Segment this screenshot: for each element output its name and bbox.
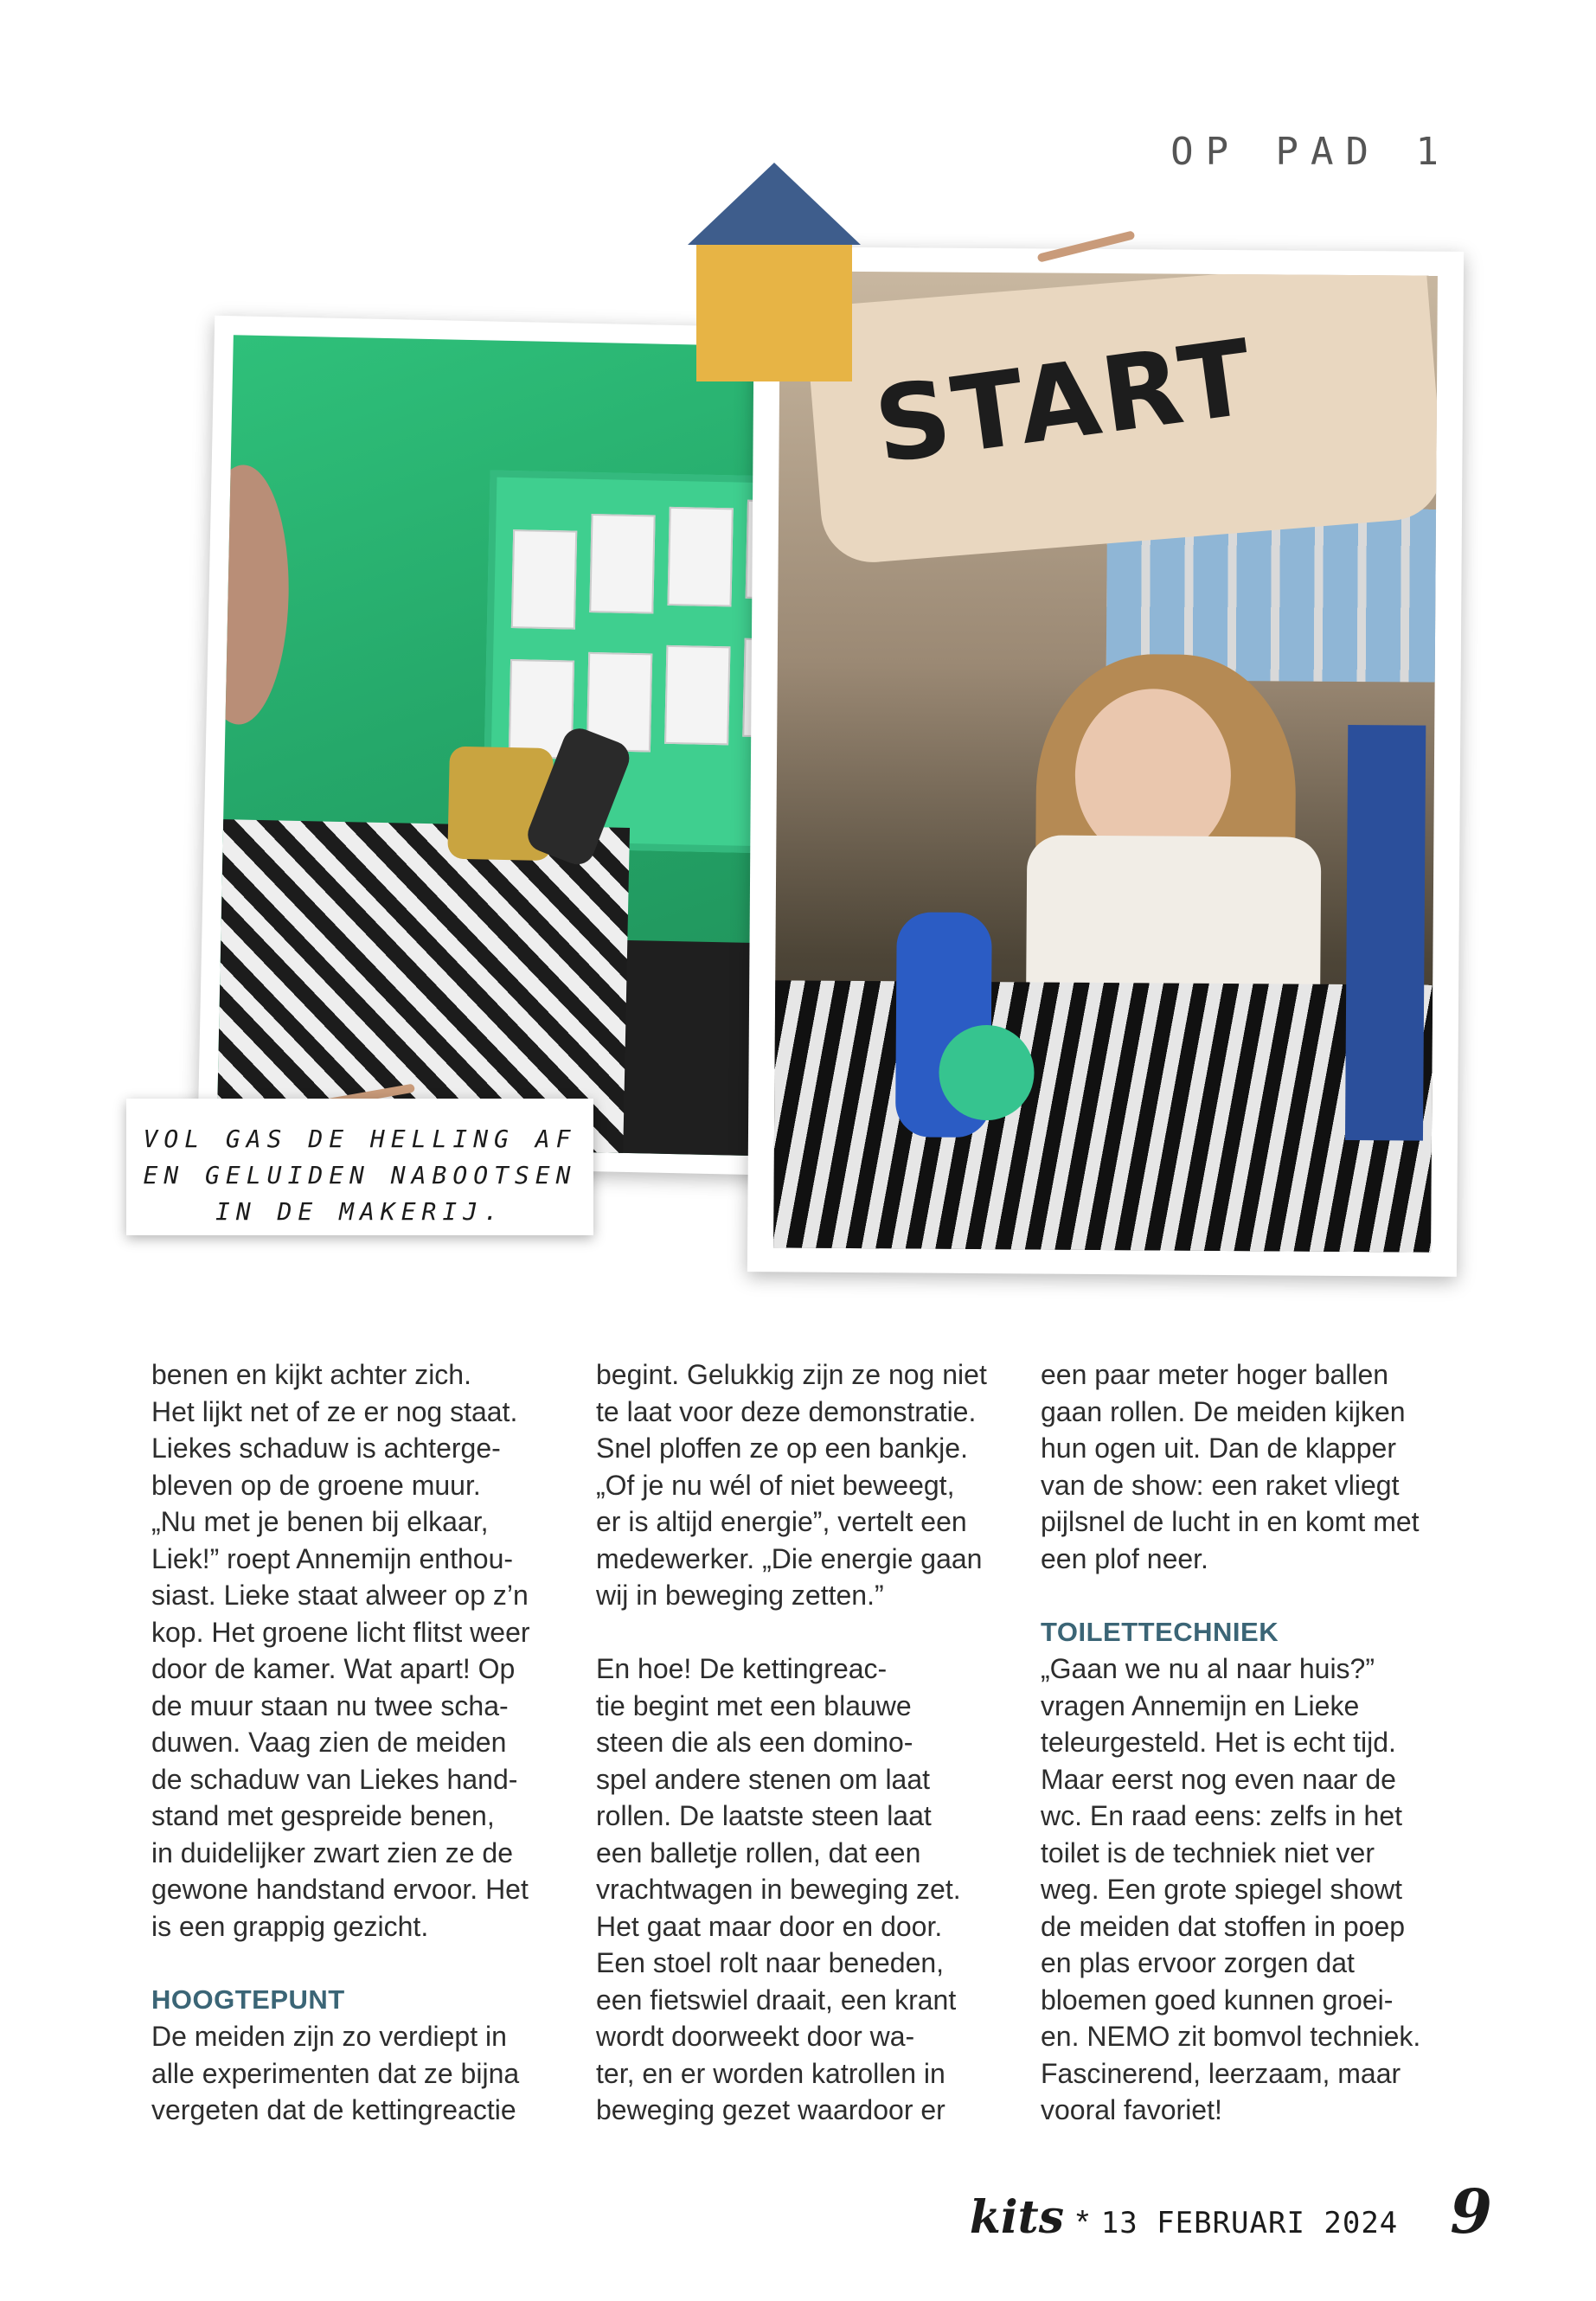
body-line: een fietswiel draait, een krant [596,1984,957,2016]
photo-caption [126,1099,593,1235]
body-line: vooral favoriet! [1041,2094,1222,2125]
body-line: siast. Lieke staat alweer op z’n [151,1580,529,1611]
body-line: een balletje rollen, dat een [596,1836,921,1868]
body-line: bloemen goed kunnen groei- [1041,1984,1394,2016]
body-line: is een grappig gezicht. [151,1910,429,1942]
body-line: toilet is de techniek niet ver [1041,1836,1375,1868]
page-number: 9 [1450,2176,1492,2247]
body-line: kop. Het groene licht flitst weer [151,1616,530,1648]
body-line: Liek!” roept Annemijn enthou- [151,1542,514,1574]
body-line: de meiden dat stoffen in poep [1041,1910,1406,1942]
body-line: een plof neer. [1041,1542,1208,1574]
body-line: in duidelijker zwart zien ze de [151,1836,513,1868]
house-roof-shape [688,163,861,245]
body-line: En hoe! De kettingreac- [596,1653,888,1684]
body-line: vragen Annemijn en Lieke [1041,1689,1360,1721]
body-line: bleven op de groene muur. [151,1469,481,1501]
page-footer [970,2176,1492,2247]
brand-logo: kits [969,2191,1064,2244]
body-line: gaan rollen. De meiden kijken [1041,1395,1406,1427]
body-line: ter, en er worden katrollen in [596,2057,945,2089]
section-label: OP PAD 1 [1170,130,1451,174]
body-line: Het gaat maar door en door. [596,1910,943,1942]
body-line: pijlsnel de lucht in en komt met [1041,1506,1420,1537]
body-line: Snel ploffen ze op een bankje. [596,1433,968,1464]
text-column-3 [1041,1356,1465,2129]
body-line: Liekes schaduw is achterge- [151,1433,501,1464]
photo-left [197,316,818,1176]
photo-right [747,247,1464,1277]
body-line: weg. Een grote spiegel showt [1041,1874,1403,1905]
house-body-shape [696,245,852,381]
body-line: beweging gezet waardoor er [596,2094,945,2125]
body-line: gewone handstand ervoor. Het [151,1874,529,1905]
body-line: steen die als een domino- [596,1727,913,1758]
issue-date: 13 FEBRUARI 2024 [1100,2206,1399,2240]
green-domino-toy [939,1025,1035,1121]
body-line: door de kamer. Wat apart! Op [151,1653,516,1684]
star-icon: * [1075,2204,1089,2240]
body-line: Een stoel rolt naar beneden, [596,1947,945,1978]
body-line: alle experimenten dat ze bijna [151,2057,520,2089]
subheading-toilettechniek: TOILETTECHNIEK [1041,1616,1279,1647]
subheading-hoogtepunt: HOOGTEPUNT [151,1984,345,2015]
body-line: een paar meter hoger ballen [1041,1359,1389,1390]
body-line: er is altijd energie”, vertelt een [596,1506,967,1537]
photo-right-image [773,271,1438,1252]
caption-line: VOL GAS DE HELLING AF [143,1125,577,1153]
body-line: „Nu met je benen bij elkaar, [151,1506,489,1537]
caption-line: IN DE MAKERIJ. [215,1197,504,1226]
body-line: benen en kijkt achter zich. [151,1359,471,1390]
body-line: Maar eerst nog even naar de [1041,1763,1396,1795]
caption-line: EN GELUIDEN NABOOTSEN [143,1161,577,1189]
person-head [216,464,291,725]
body-line: „Gaan we nu al naar huis?” [1041,1653,1375,1684]
body-line: te laat voor deze demonstratie. [596,1395,977,1427]
body-line: hun ogen uit. Dan de klapper [1041,1433,1396,1464]
body-line: spel andere stenen om laat [596,1763,931,1795]
body-line: De meiden zijn zo verdiept in [151,2021,507,2052]
striped-table [773,980,1433,1252]
body-line: vergeten dat de kettingreactie [151,2094,516,2125]
body-line: wij in beweging zetten.” [596,1580,884,1611]
body-line: „Of je nu wél of niet beweegt, [596,1469,955,1501]
body-line: tie begint met een blauwe [596,1689,912,1721]
photo-left-image [216,335,798,1156]
body-line: wordt doorweekt door wa- [596,2021,915,2052]
body-line: de schaduw van Liekes hand- [151,1763,518,1795]
start-sign-text: START [868,317,1262,488]
body-line: de muur staan nu twee scha- [151,1689,509,1721]
body-line: wc. En raad eens: zelfs in het [1041,1800,1402,1831]
body-line: begint. Gelukkig zijn ze nog niet [596,1359,987,1390]
body-line: en. NEMO zit bomvol techniek. [1041,2021,1421,2052]
body-line: vrachtwagen in beweging zet. [596,1874,961,1905]
blue-stand [1345,725,1426,1141]
body-line: medewerker. „Die energie gaan [596,1542,983,1574]
body-line: stand met gespreide benen, [151,1800,495,1831]
text-column-1 [151,1356,575,2129]
body-line: Fascinerend, leerzaam, maar [1041,2057,1401,2089]
body-line: van de show: een raket vliegt [1041,1469,1400,1501]
body-line: teleurgesteld. Het is echt tijd. [1041,1727,1396,1758]
body-line: en plas ervoor zorgen dat [1041,1947,1355,1978]
body-line: Het lijkt net of ze er nog staat. [151,1395,518,1427]
body-line: duwen. Vaag zien de meiden [151,1727,507,1758]
body-line: rollen. De laatste steen laat [596,1800,932,1831]
text-column-2 [596,1356,1020,2129]
